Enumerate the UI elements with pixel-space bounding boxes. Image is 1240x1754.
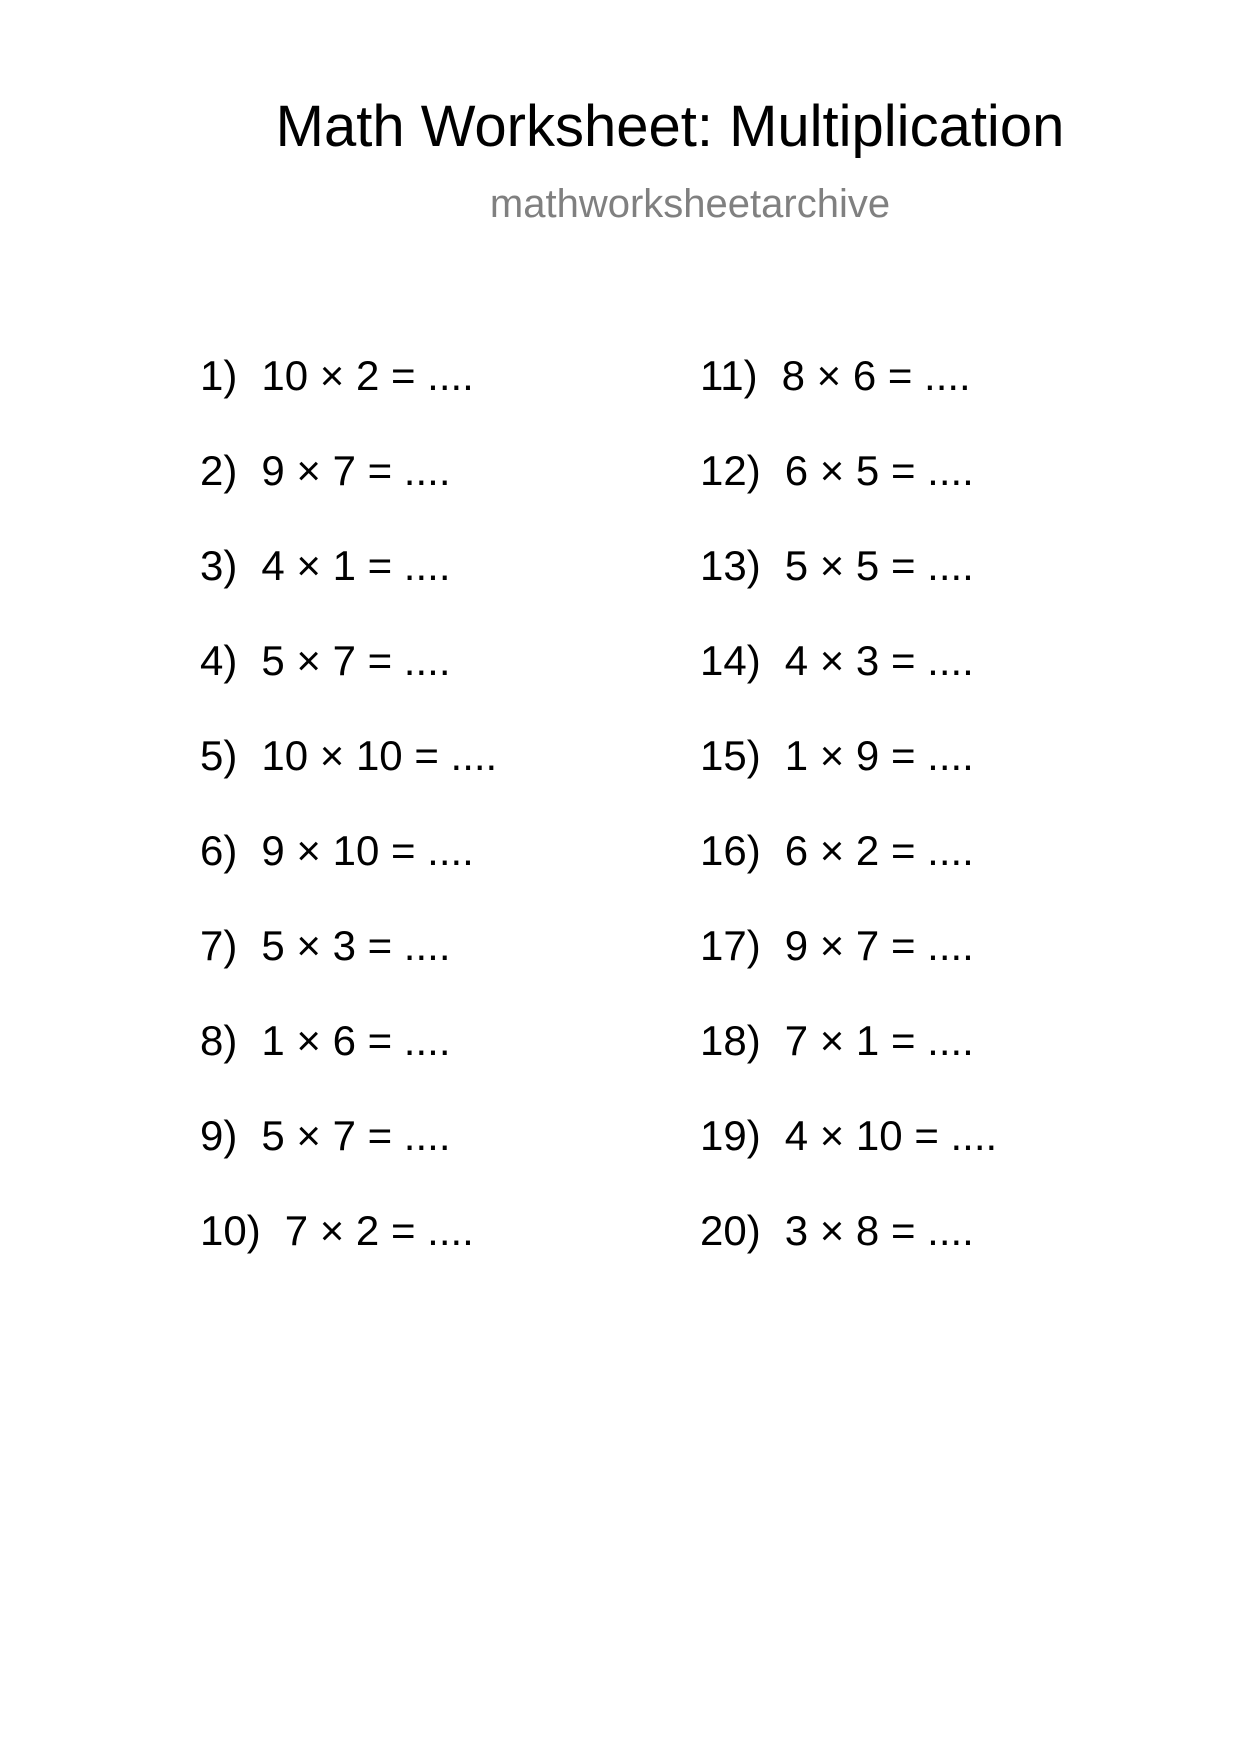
problem-expression: 4 × 1 = .... [261, 542, 451, 589]
problem-11 [700, 348, 1180, 443]
problem-expression: 7 × 1 = .... [784, 1017, 974, 1064]
problem-number: 20) [700, 1207, 761, 1254]
problem-4 [200, 633, 680, 728]
problem-expression: 10 × 2 = .... [261, 352, 474, 399]
problem-expression: 4 × 3 = .... [784, 637, 974, 684]
problem-number: 18) [700, 1017, 761, 1064]
problem-number: 17) [700, 922, 761, 969]
problem-3 [200, 538, 680, 633]
problem-9 [200, 1108, 680, 1203]
problem-expression: 9 × 10 = .... [261, 827, 474, 874]
problem-13 [700, 538, 1180, 633]
problem-expression: 5 × 7 = .... [261, 637, 451, 684]
problem-expression: 9 × 7 = .... [261, 447, 451, 494]
problem-expression: 5 × 3 = .... [261, 922, 451, 969]
problems-right-column [700, 348, 1180, 1298]
problem-15 [700, 728, 1180, 823]
problem-expression: 6 × 5 = .... [784, 447, 974, 494]
problem-number: 16) [700, 827, 761, 874]
problem-number: 2) [200, 447, 238, 494]
problem-expression: 4 × 10 = .... [784, 1112, 998, 1159]
problem-6 [200, 823, 680, 918]
problem-7 [200, 918, 680, 1013]
problem-number: 14) [700, 637, 761, 684]
problem-17 [700, 918, 1180, 1013]
problem-14 [700, 633, 1180, 728]
problem-19 [700, 1108, 1180, 1203]
problem-expression: 10 × 10 = .... [261, 732, 498, 779]
problem-number: 11) [700, 352, 758, 399]
problem-10 [200, 1203, 680, 1298]
problem-expression: 6 × 2 = .... [784, 827, 974, 874]
problems-left-column [200, 348, 680, 1298]
problem-number: 5) [200, 732, 238, 779]
problem-expression: 1 × 6 = .... [261, 1017, 451, 1064]
problem-number: 6) [200, 827, 238, 874]
problem-number: 10) [200, 1207, 261, 1254]
worksheet-subtitle: mathworksheetarchive [489, 182, 891, 226]
problem-number: 1) [200, 352, 238, 399]
problem-12 [700, 443, 1180, 538]
problem-2 [200, 443, 680, 538]
problem-expression: 3 × 8 = .... [784, 1207, 974, 1254]
problem-expression: 5 × 7 = .... [261, 1112, 451, 1159]
problem-number: 15) [700, 732, 761, 779]
problem-number: 3) [200, 542, 238, 589]
problem-expression: 9 × 7 = .... [784, 922, 974, 969]
problem-number: 7) [200, 922, 238, 969]
problem-expression: 8 × 6 = .... [781, 352, 971, 399]
problem-expression: 7 × 2 = .... [284, 1207, 474, 1254]
problem-number: 19) [700, 1112, 761, 1159]
problem-5 [200, 728, 680, 823]
problem-16 [700, 823, 1180, 918]
problem-expression: 1 × 9 = .... [784, 732, 974, 779]
problem-20 [700, 1203, 1180, 1298]
problem-number: 13) [700, 542, 761, 589]
problem-1 [200, 348, 680, 443]
problem-18 [700, 1013, 1180, 1108]
problem-number: 9) [200, 1112, 238, 1159]
problem-8 [200, 1013, 680, 1108]
problem-number: 4) [200, 637, 238, 684]
problem-number: 12) [700, 447, 761, 494]
problem-number: 8) [200, 1017, 238, 1064]
problem-expression: 5 × 5 = .... [784, 542, 974, 589]
worksheet-title: Math Worksheet: Multiplication [275, 94, 1065, 159]
